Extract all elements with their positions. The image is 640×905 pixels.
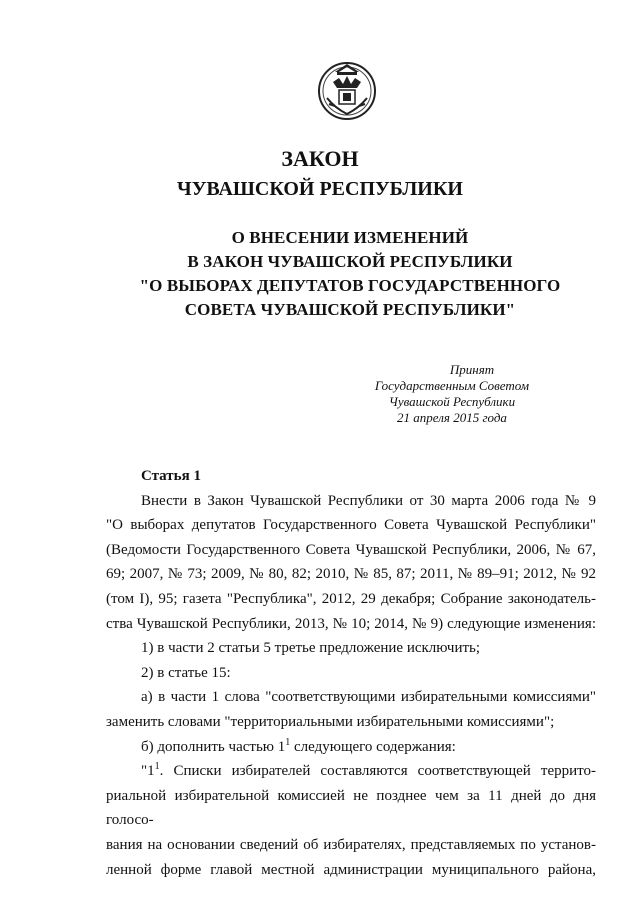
- item-2b-text: б) дополнить частью 1: [141, 738, 286, 755]
- article-intro-line: (Ведомости Государственного Совета Чувашской Республики, 2006, № 67,: [106, 541, 596, 558]
- chuvash-emblem-icon: [315, 58, 379, 122]
- law-title: ЗАКОН: [281, 146, 359, 171]
- article-title: Статья 1: [141, 468, 201, 484]
- adoption-line: Государственным Советом: [374, 378, 530, 393]
- item-2b-text-end: следующего содержания:: [290, 738, 456, 755]
- law-heading-line: "О ВЫБОРАХ ДЕПУТАТОВ ГОСУДАРСТВЕННОГО: [139, 276, 561, 295]
- article-intro-line: 69; 2007, № 73; 2009, № 80, 82; 2010, № 85, 87; 2011, № 89–91; 2012, № 92: [106, 566, 596, 583]
- article-item-2b: [106, 735, 596, 760]
- law-subtitle: ЧУВАШСКОЙ РЕСПУБЛИКИ: [177, 178, 463, 200]
- quote-line: риальной избирательной комиссией не позднее чем за 11 дней до дня голосо-: [106, 787, 596, 829]
- adoption-line: Принят: [449, 362, 495, 377]
- law-heading-line: В ЗАКОН ЧУВАШСКОЙ РЕСПУБЛИКИ: [187, 252, 513, 271]
- article-item-2a-line: заменить словами "территориальными избирательными комиссиями";: [106, 713, 555, 730]
- quote-superscript: 1: [154, 761, 160, 773]
- quote-first-line: [106, 759, 596, 784]
- adoption-line: 21 апреля 2015 года: [397, 410, 507, 425]
- quote-line: вания на основании сведений об избирателях, представляемых по установ-: [106, 836, 596, 853]
- article-intro-line: ства Чувашской Республики, 2013, № 10; 2014, № 9) следующие изменения:: [106, 615, 596, 632]
- law-heading-line: СОВЕТА ЧУВАШСКОЙ РЕСПУБЛИКИ": [184, 300, 516, 319]
- article-body: [106, 464, 596, 882]
- article-intro-line: Внести в Закон Чувашской Республики от 30 марта 2006 года № 9: [141, 492, 596, 509]
- item-2b-superscript: 1: [285, 736, 291, 748]
- adoption-note: [332, 362, 572, 426]
- quote-first-text: . Списки избирателей составляются соответствующей террито-: [159, 763, 596, 780]
- quote-number: "1: [141, 763, 155, 780]
- quote-line: ленной форме главой местной администрации муниципального района,: [106, 861, 596, 878]
- article-intro-line: "О выборах депутатов Государственного Совета Чувашской Республики": [106, 517, 596, 534]
- article-item-2: 2) в статье 15:: [141, 664, 231, 681]
- article-intro-line: (том I), 95; газета "Республика", 2012, 29 декабря; Собрание законодатель-: [106, 590, 596, 607]
- law-heading-line: О ВНЕСЕНИИ ИЗМЕНЕНИЙ: [231, 228, 469, 247]
- article-item-2a-line: а) в части 1 слова "соответствующими избирательными комиссиями": [141, 689, 596, 706]
- article-item-1: 1) в части 2 статьи 5 третье предложение исключить;: [141, 640, 481, 657]
- adoption-line: Чувашской Республики: [388, 394, 516, 409]
